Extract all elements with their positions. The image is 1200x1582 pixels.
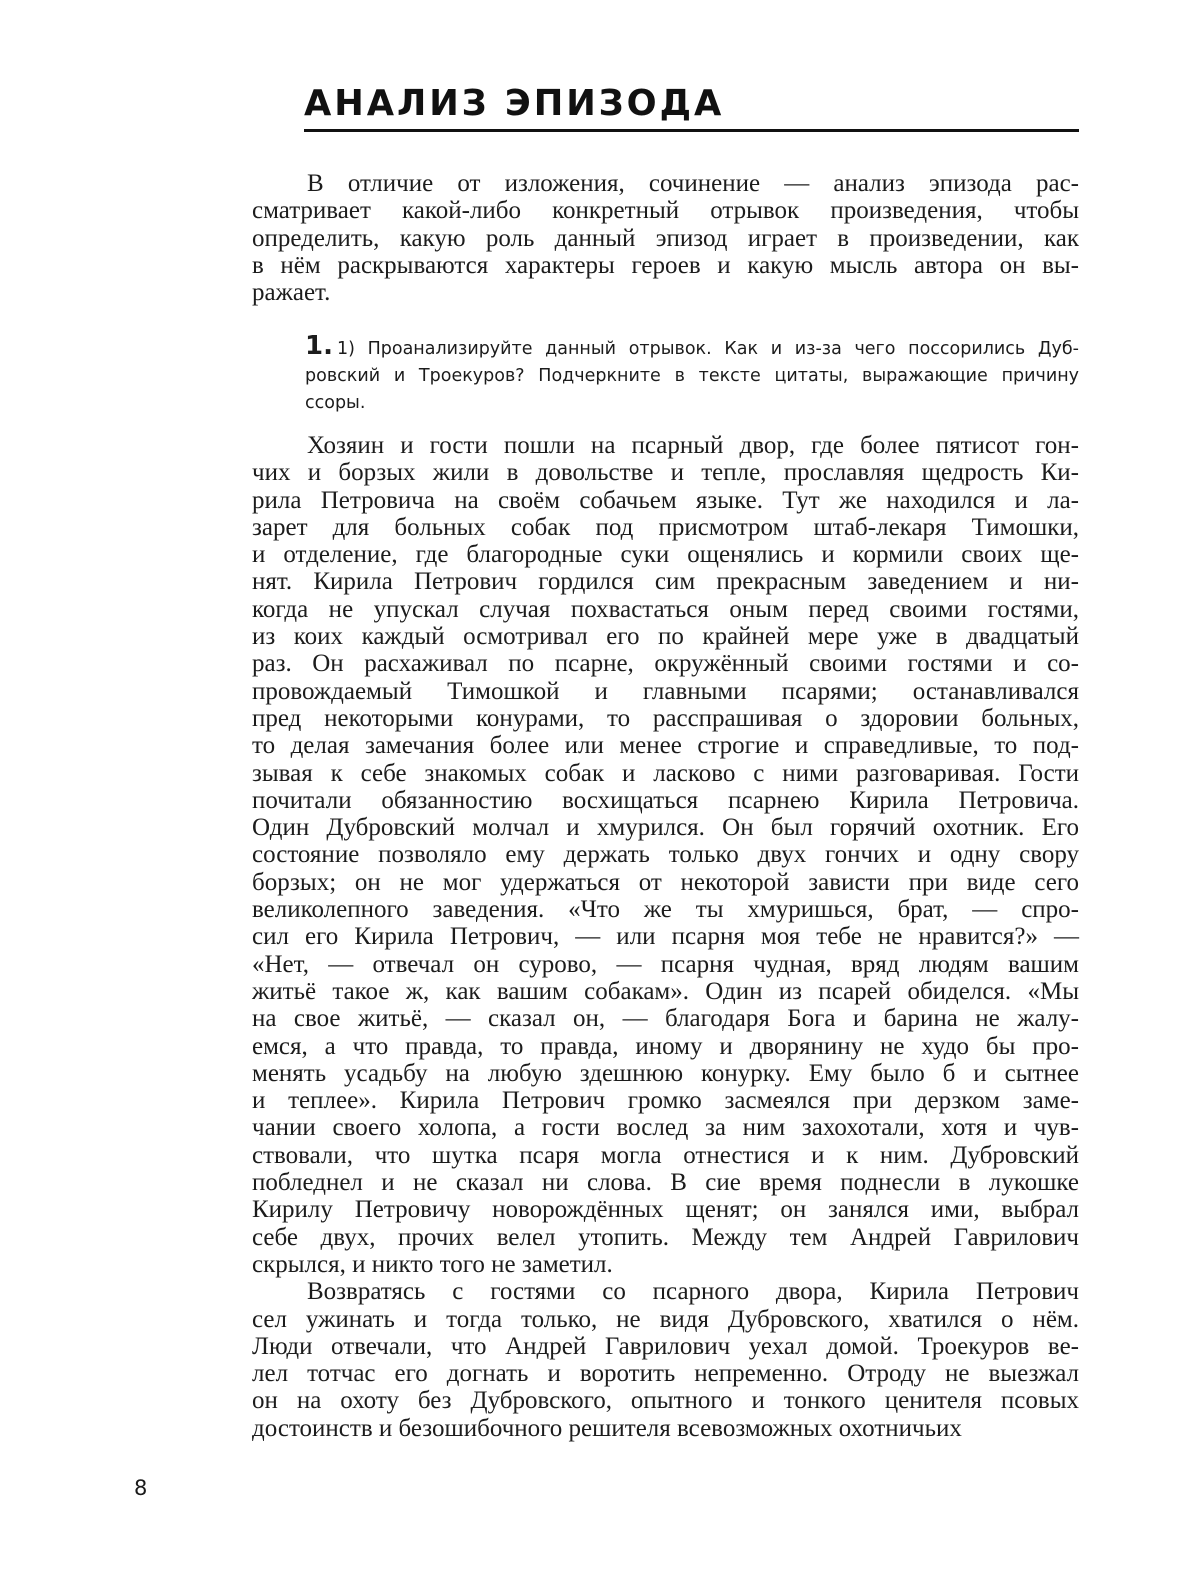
passage-line: борзых; он не мог удержаться от некоторой зависти при виде сего <box>252 868 1079 896</box>
intro-line: В отличие от изложения, сочинение — анализ эпизода рас- <box>307 170 1079 197</box>
passage-line: достоинств и безошибочного решителя всевозможных охотничьих <box>252 1414 962 1442</box>
intro-line: ражает. <box>252 279 331 307</box>
intro-line: сматривает какой-либо конкретный отрывок произведения, чтобы <box>252 197 1079 225</box>
passage-line: себе двух, прочих велел утопить. Между тем Андрей Гаврилович <box>252 1223 1079 1251</box>
passage-line: нят. Кирила Петрович гордился сим прекрасным заведением и ни- <box>252 568 1079 596</box>
task-number: 1. <box>305 331 333 361</box>
passage-line: побледнел и не сказал ни слова. В сие время поднесли в лукошке <box>252 1169 1079 1197</box>
passage-line: великолепного заведения. «Что же ты хмуришься, брат, — спро- <box>252 896 1079 924</box>
task-line <box>305 333 1079 363</box>
passage-line: чих и борзых жили в довольстве и тепле, прославляя щедрость Ки- <box>252 459 1079 487</box>
passage-line: когда не упускал случая похвастаться оным перед своими гостями, <box>252 595 1079 623</box>
passage-line: провождаемый Тимошкой и главными псарями; останавливался <box>252 677 1079 705</box>
passage-line: емся, а что правда, то правда, иному и дворянину не худо бы про- <box>252 1032 1079 1060</box>
task-1 <box>305 333 1079 417</box>
passage-line: зарет для больных собак под присмотром штаб-лекаря Тимошки, <box>252 513 1079 541</box>
passage-line: зывая к себе знакомых собак и ласково с ними разговаривая. Гости <box>252 759 1079 787</box>
passage-line: и теплее». Кирила Петрович громко засмеялся при дерзком заме- <box>252 1087 1079 1115</box>
passage-line: сел ужинать и тогда только, не видя Дубровского, хватился о нём. <box>252 1305 1079 1333</box>
passage-line: то делая замечания более или менее строгие и справедливые, то под- <box>252 732 1079 760</box>
passage-line: Один Дубровский молчал и хмурился. Он был горячий охотник. Его <box>252 814 1079 842</box>
passage-line: Хозяин и гости пошли на псарный двор, где более пятисот гон- <box>307 432 1079 459</box>
excerpt-passage <box>252 432 1079 1442</box>
intro-line: в нём раскрываются характеры героев и какую мысль автора он вы- <box>252 251 1079 279</box>
passage-line: состояние позволяло ему держать только двух гончих и одну свору <box>252 841 1079 869</box>
passage-line: скрылся, и никто того не заметил. <box>252 1250 613 1278</box>
passage-line: «Нет, — отвечал он сурово, — псарня чудная, вряд людям вашим <box>252 950 1079 978</box>
passage-line: почитали обязанностию восхищаться псарнею Кирила Петровича. <box>252 786 1079 814</box>
passage-line: сил его Кирила Петрович, — или псарня моя тебе не нравится?» — <box>252 923 1079 951</box>
passage-line: Люди отвечали, что Андрей Гаврилович уехал домой. Троекуров ве- <box>252 1332 1079 1360</box>
task-line: ровский и Троекуров? Подчеркните в тексте цитаты, выражающие причину <box>305 366 1079 386</box>
passage-line: Кирилу Петровичу новорождённых щенят; он занялся ими, выбрал <box>252 1196 1079 1224</box>
title-underline-divider <box>304 129 1079 132</box>
passage-line: Возвратясь с гостями со псарного двора, Кирила Петрович <box>307 1278 1079 1306</box>
page-number: 8 <box>134 1476 148 1500</box>
intro-paragraph <box>252 170 1079 306</box>
passage-line: из коих каждый осмотривал его по крайней мере уже в двадцатый <box>252 623 1079 651</box>
task-text: 1) Проанализируйте данный отрывок. Как и из-за чего поссорились Дуб- <box>336 339 1079 359</box>
passage-line: на свое житьё, — сказал он, — благодаря Бога и барина не жалу- <box>252 1005 1079 1033</box>
task-line: ссоры. <box>305 393 366 413</box>
section-title: АНАЛИЗ ЭПИЗОДА <box>304 83 725 124</box>
passage-line: менять усадьбу на любую здешнюю конурку. Ему было б и сытнее <box>252 1059 1079 1087</box>
passage-line: ствовали, что шутка псаря могла отнестися и к ним. Дубровский <box>252 1141 1079 1169</box>
passage-line: он на охоту без Дубровского, опытного и тонкого ценителя псовых <box>252 1387 1079 1415</box>
passage-line: рила Петровича на своём собачьем языке. Тут же находился и ла- <box>252 486 1079 514</box>
passage-line: раз. Он расхаживал по псарне, окружённый своими гостями и со- <box>252 650 1079 678</box>
passage-line: чании своего холопа, а гости вослед за ним захохотали, хотя и чув- <box>252 1114 1079 1142</box>
passage-line: пред некоторыми конурами, то расспрашивая о здоровии больных, <box>252 704 1079 732</box>
intro-line: определить, какую роль данный эпизод играет в произведении, как <box>252 224 1079 252</box>
passage-line: и отделение, где благородные суки ощенялись и кормили своих ще- <box>252 541 1079 569</box>
passage-line: житьё такое ж, как вашим собакам». Один из псарей обиделся. «Мы <box>252 977 1079 1005</box>
passage-line: лел тотчас его догнать и воротить непременно. Отроду не выезжал <box>252 1360 1079 1388</box>
